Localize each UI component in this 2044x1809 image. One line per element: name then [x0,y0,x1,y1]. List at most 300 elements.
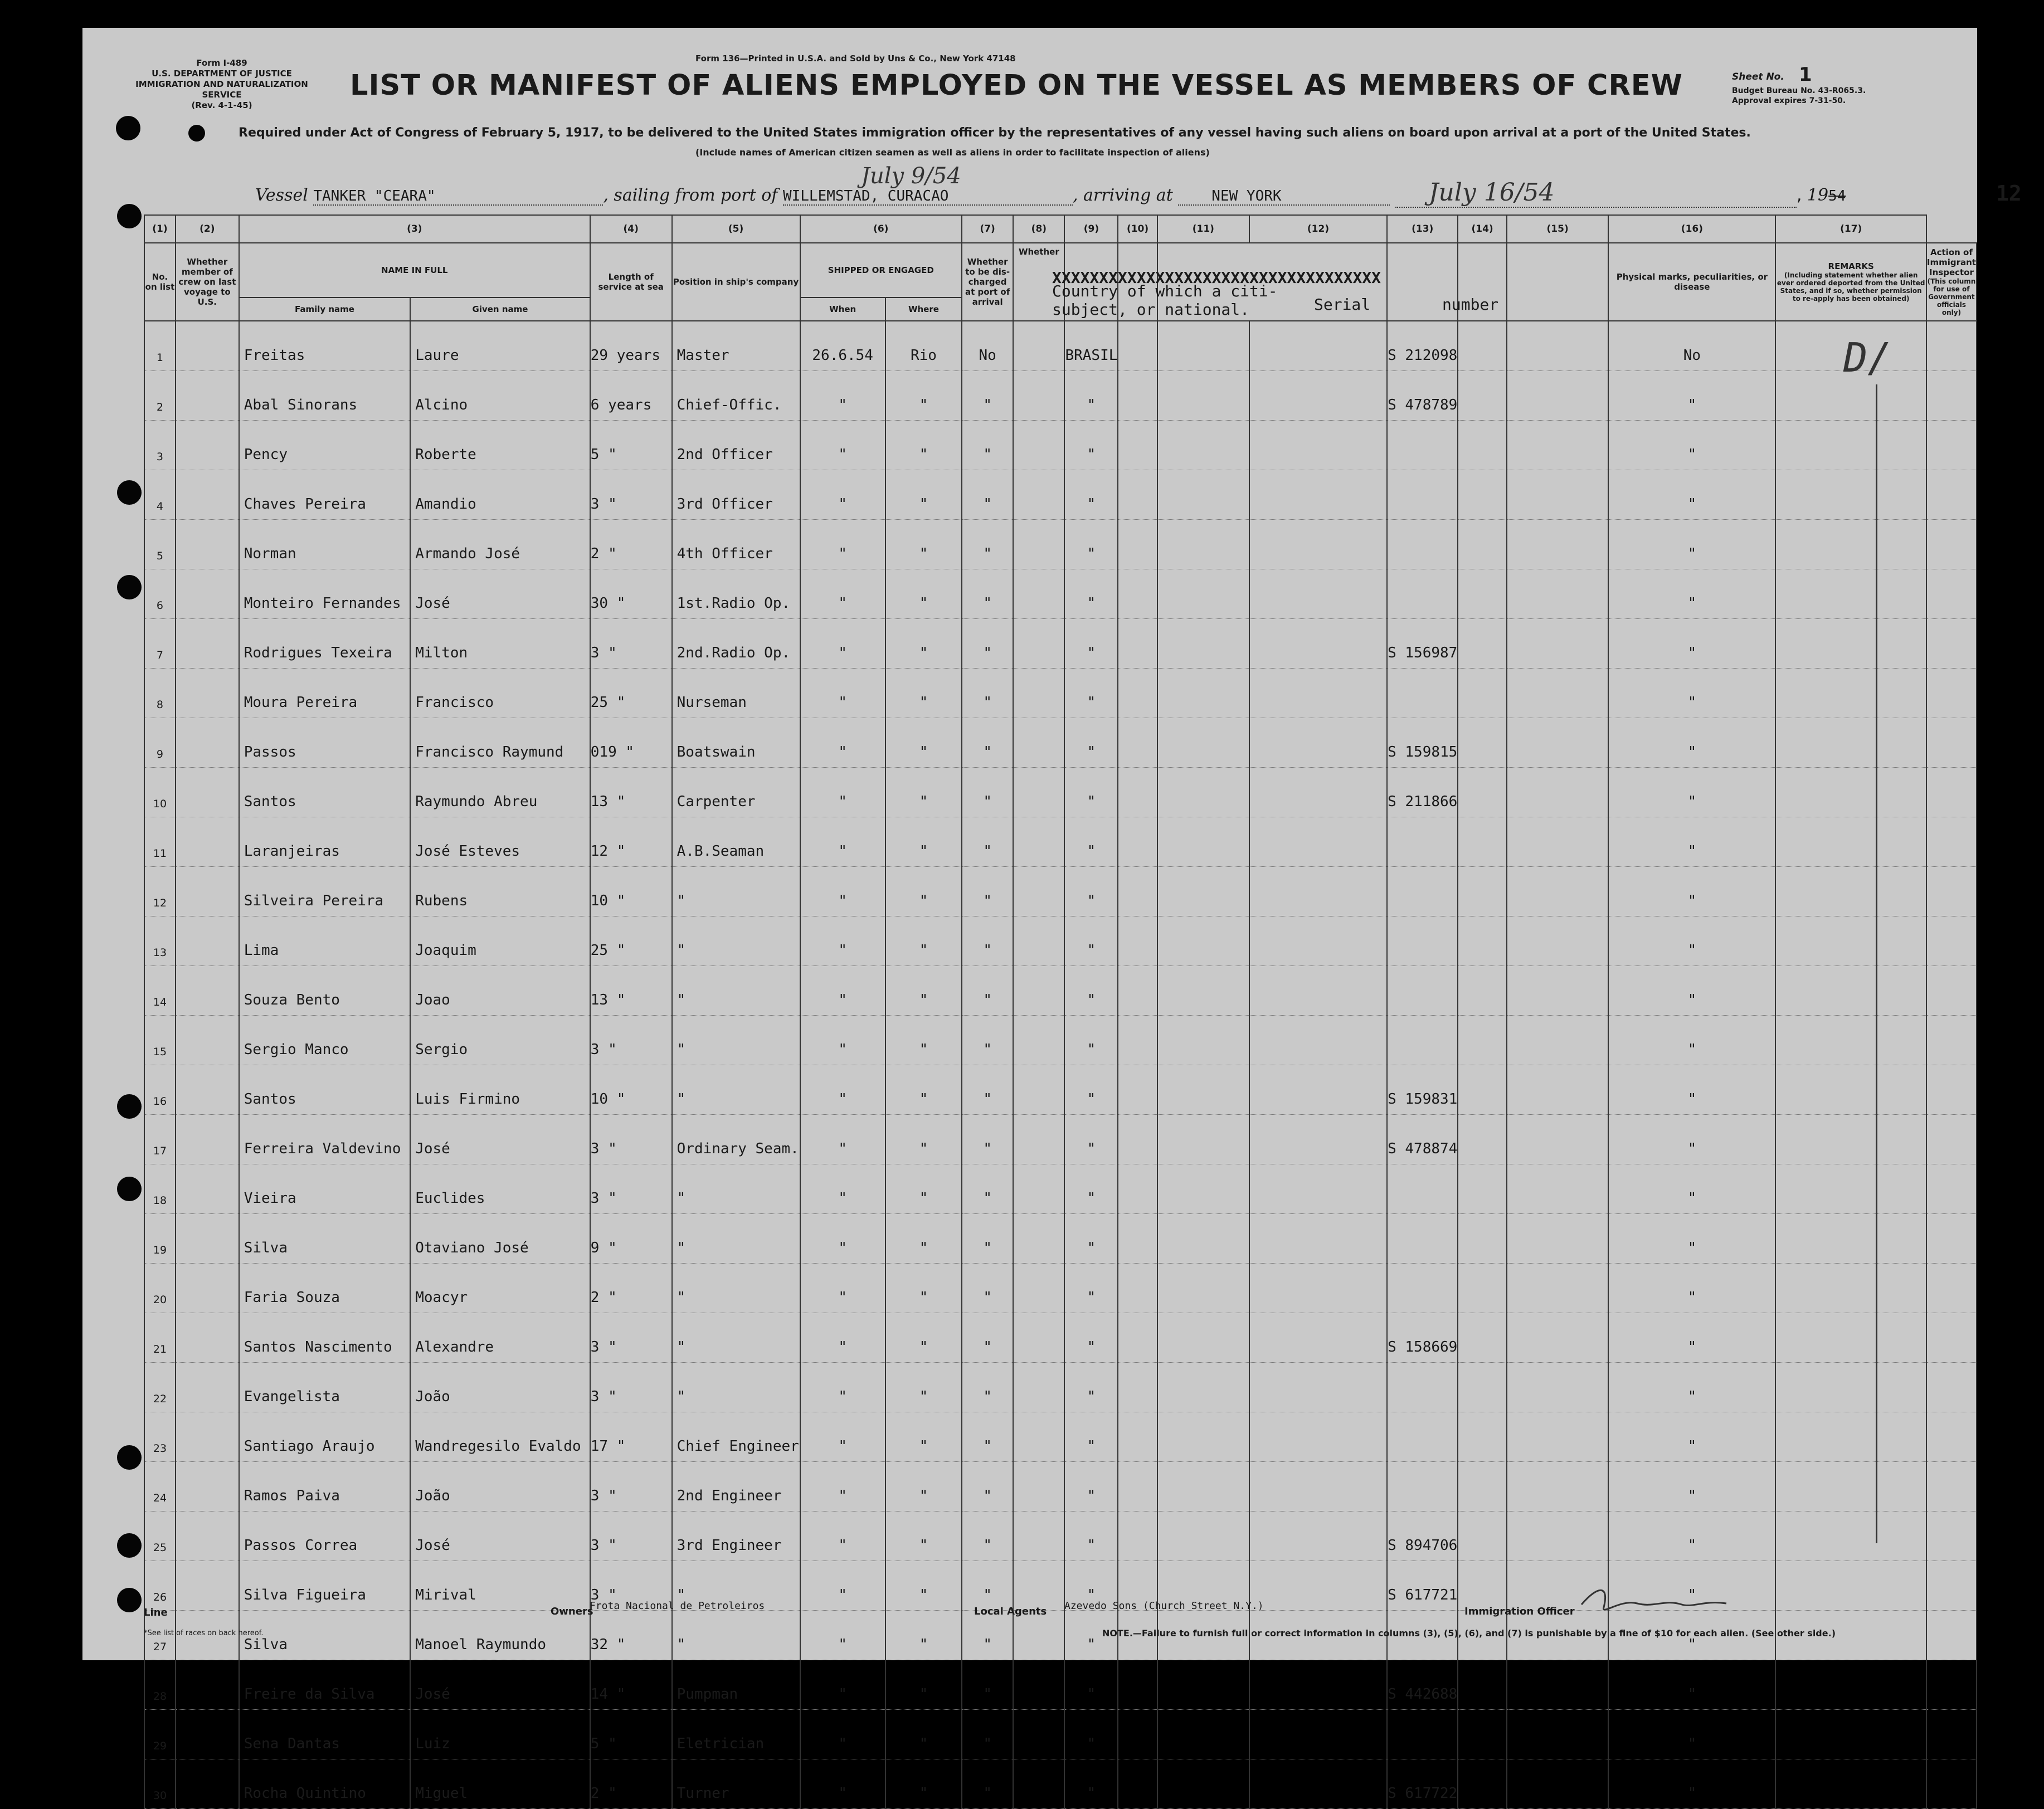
crew-col13 [1458,1115,1507,1164]
crew-col11a [1157,569,1249,619]
crew-when: " [800,966,885,1016]
crew-nationality: " [1064,1214,1118,1264]
header-whether: Whether [1013,243,1064,321]
crew-col11a [1157,520,1249,569]
crew-col8 [1013,1164,1064,1214]
crew-col14 [1507,1710,1608,1759]
header-shipped: SHIPPED OR ENGAGED [800,243,962,298]
crew-where: " [885,569,962,619]
punch-hole [188,125,205,142]
crew-family-name: Souza Bento [239,966,410,1016]
crew-given-name: Raymundo Abreu [410,768,590,817]
crew-serial: S 158669 [1387,1313,1458,1363]
crew-col11a [1157,1462,1249,1511]
crew-where: " [885,1313,962,1363]
crew-col10 [1118,1264,1157,1313]
crew-col14 [1507,1065,1608,1115]
crew-physical: " [1608,1214,1775,1264]
crew-serial: S 478789 [1387,371,1458,421]
crew-discharged: " [962,1115,1013,1164]
crew-when: " [800,916,885,966]
crew-when: " [800,817,885,867]
crew-col10 [1118,1214,1157,1264]
crew-col8 [1013,1016,1064,1065]
table-row [144,371,1977,421]
crew-no: 29 [144,1710,176,1759]
crew-col8 [1013,371,1064,421]
crew-physical: " [1608,966,1775,1016]
crew-serial [1387,1462,1458,1511]
crew-length: 3 " [590,1561,672,1611]
crew-no: 14 [144,966,176,1016]
crew-length: 13 " [590,768,672,817]
crew-family-name: Chaves Pereira [239,470,410,520]
crew-remarks [1775,470,1926,520]
crew-where: " [885,1115,962,1164]
crew-col13 [1458,1016,1507,1065]
crew-family-name: Pency [239,421,410,470]
crew-col11a [1157,1759,1249,1809]
crew-length: 019 " [590,718,672,768]
crew-col11b [1249,1313,1387,1363]
crew-col10 [1118,1462,1157,1511]
crew-col13 [1458,768,1507,817]
crew-remarks [1775,1313,1926,1363]
header-remarks: REMARKS (Including statement whether alien ever ordered deported from the United States, and if so, whether permission to re-apply has been obtained) [1775,243,1926,321]
crew-no: 22 [144,1363,176,1412]
crew-length: 25 " [590,669,672,718]
crew-when: " [800,867,885,916]
table-row [144,817,1977,867]
header-length: Length of service at sea [590,243,672,321]
crew-when: " [800,1164,885,1214]
crew-col14 [1507,1164,1608,1214]
crew-discharged: " [962,1462,1013,1511]
crew-family-name: Santos [239,768,410,817]
crew-remarks [1775,1412,1926,1462]
crew-where: " [885,867,962,916]
crew-col13 [1458,1264,1507,1313]
crew-member [176,1412,239,1462]
crew-col8 [1013,1759,1064,1809]
crew-col10 [1118,470,1157,520]
crew-action [1926,1016,1977,1065]
crew-physical: " [1608,371,1775,421]
crew-action [1926,1264,1977,1313]
crew-when: " [800,470,885,520]
crew-action [1926,1710,1977,1759]
crew-action [1926,1611,1977,1660]
crew-discharged: " [962,1611,1013,1660]
crew-length: 3 " [590,1313,672,1363]
crew-length: 12 " [590,817,672,867]
crew-col11b [1249,1065,1387,1115]
table-row [144,1065,1977,1115]
crew-physical: No [1608,321,1775,371]
crew-col11b [1249,371,1387,421]
crew-length: 5 " [590,1710,672,1759]
crew-given-name: Alexandre [410,1313,590,1363]
table-row [144,569,1977,619]
table-row [144,1016,1977,1065]
crew-remarks [1775,421,1926,470]
crew-where: " [885,718,962,768]
crew-when: " [800,1065,885,1115]
crew-physical: " [1608,1363,1775,1412]
crew-position: " [672,1313,800,1363]
crew-action [1926,1561,1977,1611]
crew-col13 [1458,1065,1507,1115]
crew-action [1926,1214,1977,1264]
crew-col8 [1013,669,1064,718]
crew-action [1926,1759,1977,1809]
crew-discharged: " [962,1511,1013,1561]
crew-length: 32 " [590,1611,672,1660]
crew-family-name: Abal Sinorans [239,371,410,421]
crew-physical: " [1608,1462,1775,1511]
crew-col10 [1118,1115,1157,1164]
crew-no: 30 [144,1759,176,1809]
crew-length: 2 " [590,520,672,569]
crew-physical: " [1608,470,1775,520]
crew-when: " [800,1511,885,1561]
crew-nationality: " [1064,520,1118,569]
crew-length: 3 " [590,1511,672,1561]
crew-member [176,966,239,1016]
crew-when: " [800,669,885,718]
punch-hole [116,116,140,140]
crew-col14 [1507,1115,1608,1164]
crew-col10 [1118,817,1157,867]
column-number: (2) [176,215,239,243]
crew-remarks [1775,966,1926,1016]
table-row [144,1759,1977,1809]
table-row [144,1115,1977,1164]
crew-remarks [1775,1462,1926,1511]
crew-col11a [1157,619,1249,669]
crew-col8 [1013,569,1064,619]
crew-serial: S 211866 [1387,768,1458,817]
crew-nationality: " [1064,966,1118,1016]
crew-given-name: Moacyr [410,1264,590,1313]
crew-no: 1 [144,321,176,371]
crew-remarks [1775,718,1926,768]
crew-col14 [1507,470,1608,520]
crew-col14 [1507,1660,1608,1710]
arriving-port: NEW YORK [1178,188,1390,206]
crew-no: 10 [144,768,176,817]
officer-label: Immigration Officer [1464,1606,1575,1617]
punch-hole [117,1588,142,1612]
crew-when: " [800,1611,885,1660]
crew-given-name: Luis Firmino [410,1065,590,1115]
crew-col8 [1013,768,1064,817]
crew-length: 3 " [590,1115,672,1164]
crew-col8 [1013,1511,1064,1561]
table-row [144,619,1977,669]
crew-family-name: Ferreira Valdevino [239,1115,410,1164]
crew-family-name: Rodrigues Texeira [239,619,410,669]
crew-col13 [1458,321,1507,371]
crew-col10 [1118,1660,1157,1710]
crew-col11b [1249,1710,1387,1759]
crew-col14 [1507,1264,1608,1313]
crew-discharged: " [962,1264,1013,1313]
crew-col14 [1507,669,1608,718]
crew-col8 [1013,1660,1064,1710]
crew-no: 4 [144,470,176,520]
header-name: NAME IN FULL [239,243,590,298]
strike-through: XXXXXXXXXXXXXXXXXXXXXXXXXXXXXXXXXXX [1052,269,1381,287]
crew-where: " [885,421,962,470]
crew-serial [1387,1016,1458,1065]
crew-physical: " [1608,916,1775,966]
crew-col11a [1157,1115,1249,1164]
crew-when: 26.6.54 [800,321,885,371]
header-given: Given name [410,298,590,321]
officer-signature [1576,1582,1732,1621]
crew-member [176,1016,239,1065]
crew-family-name: Rocha Quintino [239,1759,410,1809]
crew-discharged: " [962,1561,1013,1611]
crew-given-name: Amandio [410,470,590,520]
sailing-label: , sailing from port of [603,186,778,205]
crew-where: " [885,619,962,669]
budget-bureau: Budget Bureau No. 43-R065.3. Approval expires 7-31-50. [1732,86,1866,105]
crew-position: " [672,1164,800,1214]
crew-col11b [1249,470,1387,520]
column-number: (12) [1249,215,1387,243]
column-number: (9) [1064,215,1118,243]
column-number: (6) [800,215,962,243]
crew-col11b [1249,817,1387,867]
crew-remarks [1775,619,1926,669]
crew-nationality: " [1064,421,1118,470]
crew-col11a [1157,1214,1249,1264]
crew-action [1926,966,1977,1016]
crew-family-name: Sergio Manco [239,1016,410,1065]
crew-when: " [800,421,885,470]
crew-col13 [1458,1561,1507,1611]
crew-family-name: Norman [239,520,410,569]
crew-member [176,421,239,470]
crew-length: 25 " [590,916,672,966]
crew-nationality: " [1064,817,1118,867]
crew-col13 [1458,817,1507,867]
crew-member [176,1710,239,1759]
manifest-sheet [82,28,2022,1802]
crew-col10 [1118,867,1157,916]
crew-nationality: " [1064,1313,1118,1363]
crew-col14 [1507,1313,1608,1363]
crew-nationality: " [1064,1710,1118,1759]
crew-family-name: Lima [239,916,410,966]
column-number: (8) [1013,215,1064,243]
crew-position: " [672,1065,800,1115]
header-position: Position in ship's company [672,243,800,321]
table-row [144,421,1977,470]
crew-position: 2nd Officer [672,421,800,470]
crew-position: " [672,1363,800,1412]
crew-position: Boatswain [672,718,800,768]
crew-position: Chief-Offic. [672,371,800,421]
crew-action [1926,768,1977,817]
crew-serial [1387,421,1458,470]
crew-position: Eletrician [672,1710,800,1759]
crew-col11a [1157,371,1249,421]
crew-col14 [1507,371,1608,421]
crew-col14 [1507,569,1608,619]
crew-member [176,669,239,718]
crew-no: 21 [144,1313,176,1363]
crew-nationality: " [1064,1660,1118,1710]
crew-position: 1st.Radio Op. [672,569,800,619]
crew-member [176,1660,239,1710]
country-label: Country of which a citi- subject, or national. [1052,282,1278,319]
crew-where: " [885,470,962,520]
crew-discharged: " [962,371,1013,421]
crew-col10 [1118,1511,1157,1561]
crew-length: 17 " [590,1412,672,1462]
crew-col10 [1118,718,1157,768]
crew-discharged: " [962,1065,1013,1115]
crew-no: 16 [144,1065,176,1115]
crew-nationality: " [1064,1065,1118,1115]
crew-action [1926,867,1977,916]
printer-line: Form 136—Printed in U.S.A. and Sold by Uns & Co., New York 47148 [695,53,1016,64]
crew-when: " [800,1115,885,1164]
crew-col13 [1458,520,1507,569]
crew-col11a [1157,1065,1249,1115]
crew-remarks [1775,817,1926,867]
crew-family-name: Santiago Araujo [239,1412,410,1462]
crew-col11a [1157,1016,1249,1065]
crew-col13 [1458,669,1507,718]
crew-serial [1387,1264,1458,1313]
crew-given-name: Joao [410,966,590,1016]
crew-remarks [1775,1214,1926,1264]
crew-col13 [1458,1660,1507,1710]
crew-family-name: Silva [239,1611,410,1660]
crew-given-name: Laure [410,321,590,371]
crew-col13 [1458,1759,1507,1809]
crew-family-name: Monteiro Fernandes [239,569,410,619]
crew-discharged: No [962,321,1013,371]
crew-discharged: " [962,1660,1013,1710]
table-row [144,1710,1977,1759]
column-number-row [144,215,1977,243]
crew-col11a [1157,321,1249,371]
crew-serial: S 212098 [1387,321,1458,371]
table-row [144,1412,1977,1462]
crew-nationality: " [1064,718,1118,768]
crew-col11b [1249,1264,1387,1313]
crew-physical: " [1608,1759,1775,1809]
crew-col8 [1013,1115,1064,1164]
crew-nationality: " [1064,1264,1118,1313]
crew-col8 [1013,966,1064,1016]
crew-discharged: " [962,817,1013,867]
crew-nationality: " [1064,1759,1118,1809]
crew-family-name: Moura Pereira [239,669,410,718]
serial-label: Serial [1314,295,1371,314]
crew-where: " [885,916,962,966]
crew-position: Pumpman [672,1660,800,1710]
crew-member [176,718,239,768]
crew-discharged: " [962,421,1013,470]
crew-col14 [1507,520,1608,569]
crew-family-name: Laranjeiras [239,817,410,867]
crew-position: 2nd Engineer [672,1462,800,1511]
header-action: Action of Immigrant Inspector (This column for use of Government officials only) [1926,243,1977,321]
crew-member [176,1214,239,1264]
crew-action [1926,1363,1977,1412]
table-row [144,1511,1977,1561]
punch-hole [117,1445,142,1470]
agents-value: Azevedo Sons (Church Street N.Y.) [1064,1600,1264,1612]
crew-no: 9 [144,718,176,768]
crew-col8 [1013,1313,1064,1363]
crew-nationality: " [1064,371,1118,421]
table-row [144,1214,1977,1264]
include-statement: (Include names of American citizen seamen as well as aliens in order to facilitate inspection of aliens) [695,147,1210,158]
crew-col14 [1507,916,1608,966]
vessel-line: Vessel TANKER "CEARA" , sailing from port of WILLEMSTAD, CURACAO July 9/54 , arriving at NEW YORK July 16/54 , 1954 12 [255,163,2022,207]
crew-col11b [1249,1759,1387,1809]
crew-member [176,1462,239,1511]
punch-hole [117,575,142,599]
arriving-label: , arriving at [1072,186,1173,205]
column-number: (5) [672,215,800,243]
crew-when: " [800,1660,885,1710]
crew-physical: " [1608,619,1775,669]
crew-length: 3 " [590,470,672,520]
crew-serial [1387,916,1458,966]
crew-when: " [800,619,885,669]
column-number: (4) [590,215,672,243]
crew-col14 [1507,1016,1608,1065]
crew-discharged: " [962,1214,1013,1264]
crew-col13 [1458,1412,1507,1462]
crew-position: 2nd.Radio Op. [672,619,800,669]
crew-given-name: José [410,569,590,619]
crew-family-name: Faria Souza [239,1264,410,1313]
crew-discharged: " [962,1710,1013,1759]
crew-remarks [1775,1710,1926,1759]
crew-col8 [1013,421,1064,470]
crew-physical: " [1608,1710,1775,1759]
crew-nationality: " [1064,1462,1118,1511]
header-no: No. on list [144,243,176,321]
crew-col13 [1458,1462,1507,1511]
races-note: *See list of races on back hereof. [144,1629,264,1637]
crew-discharged: " [962,1313,1013,1363]
crew-serial: S 442688 [1387,1660,1458,1710]
crew-no: 13 [144,916,176,966]
crew-family-name: Sena Dantas [239,1710,410,1759]
crew-given-name: Francisco [410,669,590,718]
crew-serial: S 617721 [1387,1561,1458,1611]
crew-serial [1387,1214,1458,1264]
crew-remarks [1775,1561,1926,1611]
crew-discharged: " [962,718,1013,768]
crew-col11b [1249,619,1387,669]
crew-col11a [1157,867,1249,916]
crew-given-name: Manoel Raymundo [410,1611,590,1660]
crew-action [1926,520,1977,569]
crew-serial [1387,1363,1458,1412]
crew-where: " [885,1214,962,1264]
